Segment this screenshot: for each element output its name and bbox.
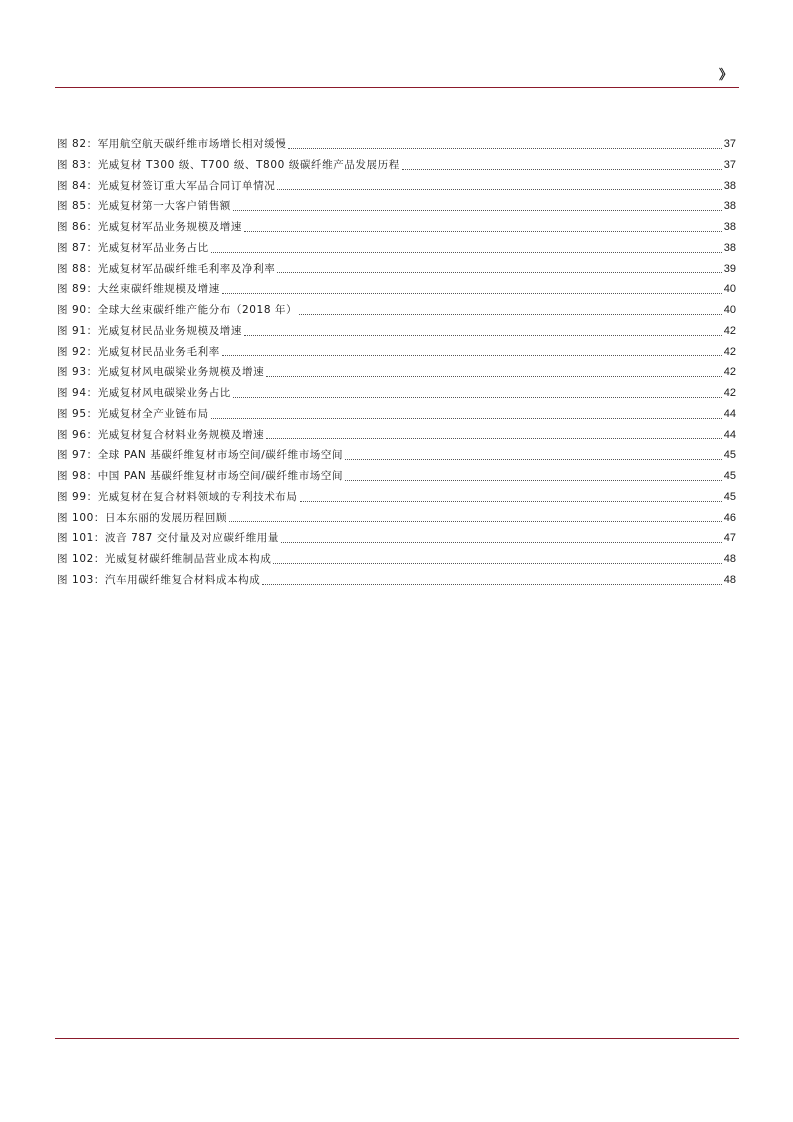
toc-entry-page-number: 37 (723, 158, 736, 171)
dot-leader (222, 355, 722, 356)
toc-entry-label: 图 90：全球大丝束碳纤维产能分布（2018 年） (57, 304, 298, 316)
toc-entry[interactable] (57, 300, 736, 321)
toc-entry-label: 图 86：光威复材军品业务规模及增速 (57, 221, 242, 233)
toc-entry-page-number: 40 (723, 304, 736, 316)
dot-leader (277, 189, 721, 190)
toc-entry[interactable] (57, 321, 736, 342)
dot-leader (281, 542, 722, 543)
toc-entry-label: 图 82：军用航空航天碳纤维市场增长相对缓慢 (57, 138, 287, 150)
toc-entry-page-number: 45 (723, 449, 736, 462)
toc-entry-page-number: 45 (723, 490, 736, 503)
dot-leader (345, 459, 722, 460)
toc-entry[interactable] (57, 217, 736, 238)
toc-entry[interactable] (57, 176, 736, 197)
toc-entry[interactable] (57, 425, 736, 446)
toc-entry-page-number: 38 (723, 241, 736, 254)
toc-entry-label: 图 102：光威复材碳纤维制品营业成本构成 (57, 553, 272, 565)
toc-entry-label: 图 87：光威复材军品业务占比 (57, 241, 209, 254)
toc-entry-page-number: 48 (723, 553, 736, 565)
toc-entry-label: 图 95：光威复材全产业链布局 (57, 407, 209, 420)
dot-leader (222, 293, 722, 294)
header-divider (55, 87, 739, 88)
toc-entry-label: 图 100：日本东丽的发展历程回顾 (57, 511, 228, 524)
toc-entry-page-number: 48 (723, 573, 736, 586)
toc-entry[interactable] (57, 404, 736, 425)
toc-entry-label: 图 89：大丝束碳纤维规模及增速 (57, 283, 220, 296)
toc-entry-label: 图 103：汽车用碳纤维复合材料成本构成 (57, 573, 261, 586)
toc-entry-label: 图 84：光威复材签订重大军品合同订单情况 (57, 179, 276, 192)
toc-entry-page-number: 44 (723, 428, 736, 441)
toc-entry-page-number: 42 (723, 366, 736, 379)
header-mark: 》 (719, 68, 733, 83)
dot-leader (273, 563, 721, 564)
toc-entry-page-number: 40 (723, 283, 736, 296)
dot-leader (288, 148, 721, 149)
toc-entry-page-number: 38 (723, 200, 736, 213)
dot-leader (299, 314, 721, 315)
toc-entry[interactable] (57, 279, 736, 300)
toc-entry[interactable] (57, 134, 736, 155)
dot-leader (211, 252, 722, 253)
toc-entry-label: 图 96：光威复材复合材料业务规模及增速 (57, 428, 265, 441)
toc-entry-page-number: 39 (723, 262, 736, 275)
toc-entry[interactable] (57, 342, 736, 363)
toc-entry-label: 图 83：光威复材 T300 级、T700 级、T800 级碳纤维产品发展历程 (57, 158, 400, 171)
dot-leader (244, 231, 722, 232)
toc-entry-page-number: 45 (723, 470, 736, 482)
toc-entry-label: 图 98：中国 PAN 基碳纤维复材市场空间/碳纤维市场空间 (57, 470, 344, 482)
toc-entry[interactable] (57, 445, 736, 466)
toc-entry-label: 图 93：光威复材风电碳梁业务规模及增速 (57, 366, 265, 379)
toc-entry-page-number: 42 (723, 324, 736, 337)
dot-leader (266, 438, 722, 439)
toc-entry-label: 图 94：光威复材风电碳梁业务占比 (57, 387, 231, 399)
toc-entry-page-number: 42 (723, 387, 736, 399)
dot-leader (233, 210, 722, 211)
toc-entry-page-number: 42 (723, 345, 736, 358)
dot-leader (233, 397, 722, 398)
toc-entry-label: 图 91：光威复材民品业务规模及增速 (57, 324, 242, 337)
toc-entry-page-number: 37 (723, 138, 736, 150)
toc-entry-page-number: 46 (723, 511, 736, 524)
toc-entry-label: 图 92：光威复材民品业务毛利率 (57, 345, 220, 358)
toc-entry-label: 图 85：光威复材第一大客户销售额 (57, 200, 231, 213)
dot-leader (229, 521, 722, 522)
toc-entry[interactable] (57, 528, 736, 549)
toc-entry[interactable] (57, 508, 736, 529)
toc-entry[interactable] (57, 549, 736, 570)
toc-entry[interactable] (57, 259, 736, 280)
dot-leader (262, 584, 721, 585)
toc-entry-label: 图 99：光威复材在复合材料领域的专利技术布局 (57, 490, 298, 503)
toc-entry[interactable] (57, 466, 736, 487)
toc-entry-label: 图 88：光威复材军品碳纤维毛利率及净利率 (57, 262, 276, 275)
toc-entry-label: 图 97：全球 PAN 基碳纤维复材市场空间/碳纤维市场空间 (57, 449, 344, 462)
dot-leader (211, 418, 722, 419)
toc-entry-page-number: 38 (723, 179, 736, 192)
dot-leader (402, 169, 722, 170)
toc-entry[interactable] (57, 362, 736, 383)
toc-entry[interactable] (57, 196, 736, 217)
toc-entry[interactable] (57, 155, 736, 176)
dot-leader (266, 376, 722, 377)
dot-leader (300, 501, 722, 502)
figure-index-list (57, 134, 736, 591)
toc-entry-page-number: 38 (723, 221, 736, 233)
toc-entry[interactable] (57, 238, 736, 259)
dot-leader (244, 335, 722, 336)
toc-entry[interactable] (57, 383, 736, 404)
dot-leader (345, 480, 722, 481)
dot-leader (277, 272, 721, 273)
toc-entry[interactable] (57, 570, 736, 591)
toc-entry-label: 图 101：波音 787 交付量及对应碳纤维用量 (57, 532, 279, 545)
toc-entry[interactable] (57, 487, 736, 508)
footer-divider (55, 1038, 739, 1039)
toc-entry-page-number: 44 (723, 407, 736, 420)
toc-entry-page-number: 47 (723, 532, 736, 545)
